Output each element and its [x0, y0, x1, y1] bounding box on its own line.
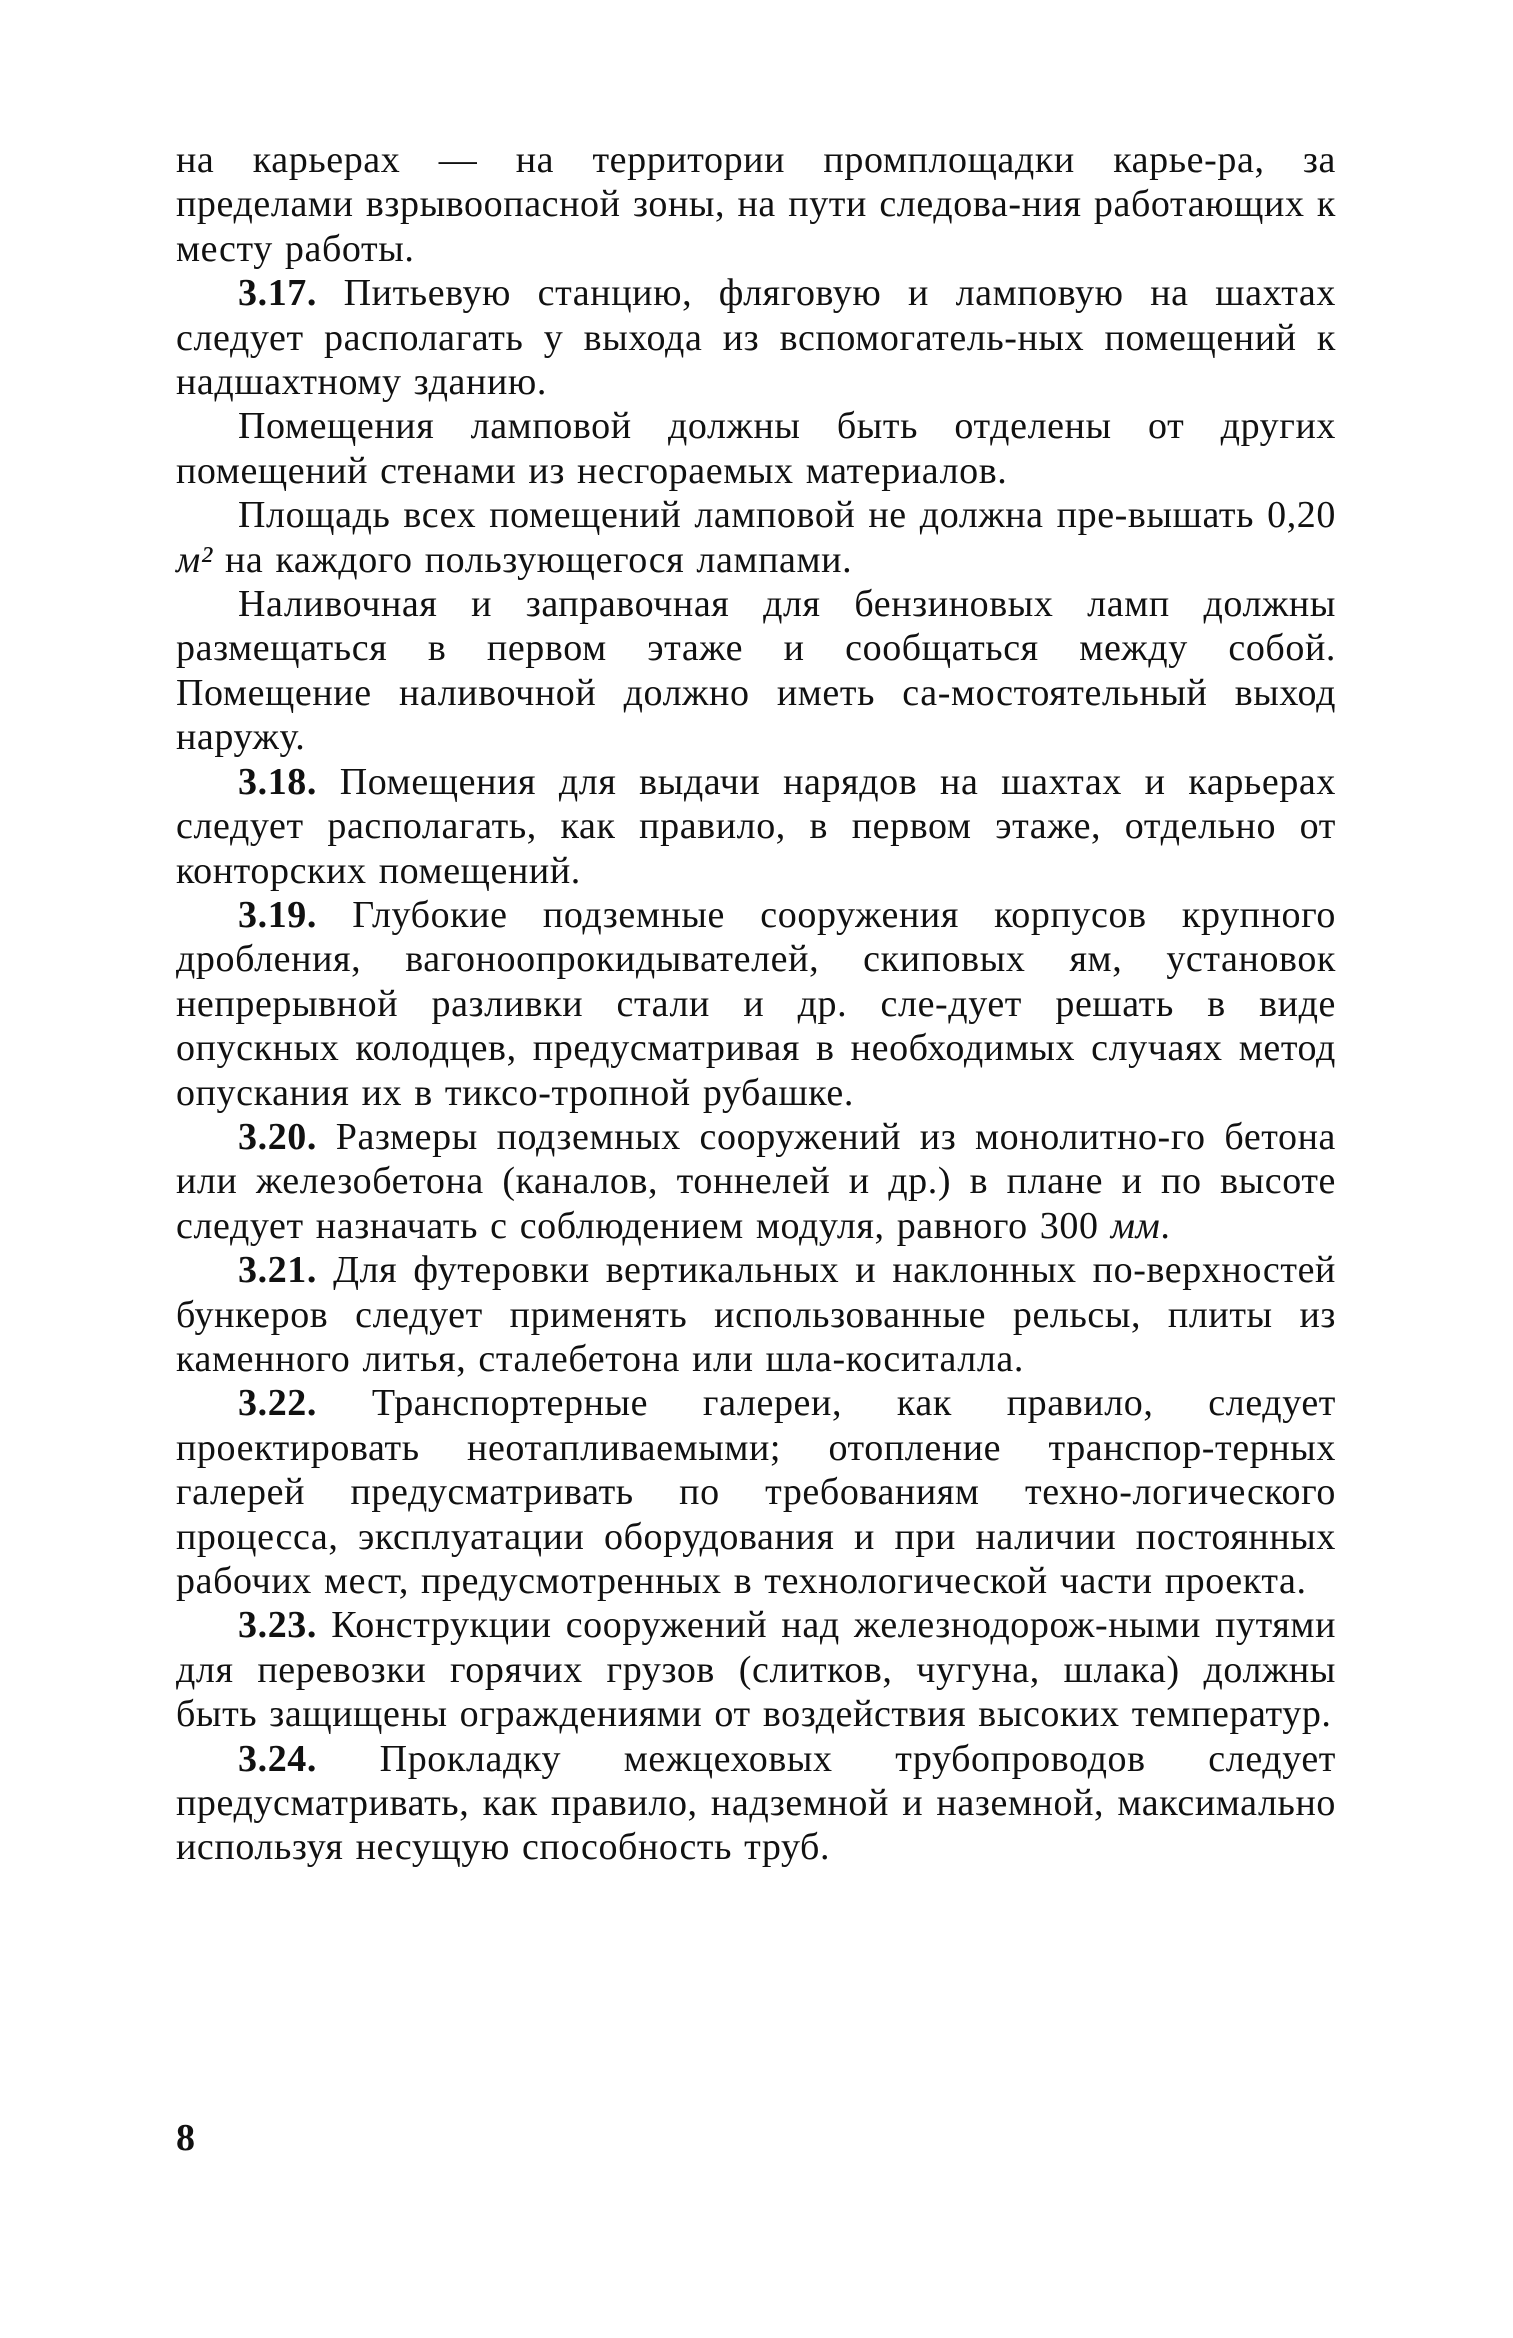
- clause-number: 3.18.: [238, 760, 317, 803]
- clause-number: 3.24.: [238, 1737, 317, 1780]
- clause-number: 3.22.: [238, 1382, 317, 1425]
- paragraph-text: Размеры подземных сооружений из монолитно-го бетона или железобетона (каналов, тоннелей и др.) в плане и по высоте следует назначать с соблюдением модуля, равного 300: [176, 1115, 1336, 1247]
- paragraph-text-tail: на каждого пользующегося лампами.: [212, 538, 853, 581]
- unit-square-meter: м²: [176, 538, 213, 581]
- paragraph-3-17: [176, 271, 1336, 404]
- page-number: 8: [176, 2117, 195, 2159]
- paragraph-continuation: [176, 138, 1336, 271]
- clause-number: 3.23.: [238, 1604, 317, 1647]
- paragraph-text: Питьевую станцию, фляговую и ламповую на шахтах следует располагать у выхода из вспомогатель-ных помещений к надшахтному зданию.: [176, 272, 1336, 404]
- paragraph-text: Помещения для выдачи нарядов на шахтах и карьерах следует располагать, как правило, в первом этаже, отдельно от конторских помещений.: [176, 760, 1336, 892]
- paragraph-3-19: [176, 893, 1336, 1115]
- paragraph-text: Помещения ламповой должны быть отделены от других помещений стенами из несгораемых материалов.: [176, 405, 1336, 492]
- paragraph-3-22: [176, 1381, 1336, 1603]
- clause-number: 3.21.: [238, 1249, 317, 1292]
- paragraph-3-23: [176, 1603, 1336, 1736]
- paragraph-3-18: [176, 760, 1336, 893]
- clause-number: 3.20.: [238, 1115, 317, 1158]
- paragraph-3-21: [176, 1248, 1336, 1381]
- paragraph-text: Глубокие подземные сооружения корпусов крупного дробления, вагоноопрокидывателей, скиповых ям, установок непрерывной разливки стали и др. сле-дует решать в виде опускных колодцев, предусматривая в необходимых случаях метод опускания их в тиксо-тропной рубашке.: [176, 893, 1336, 1114]
- paragraph-text: Площадь всех помещений ламповой не должна пре-вышать 0,20: [238, 494, 1336, 537]
- paragraph-3-24: [176, 1737, 1336, 1870]
- paragraph-text: Для футеровки вертикальных и наклонных по-верхностей бункеров следует применять использованные рельсы, плиты из каменного литья, сталебетона или шла-коситалла.: [176, 1249, 1336, 1380]
- clause-number: 3.17.: [238, 272, 317, 315]
- paragraph-text: Наливочная и заправочная для бензиновых ламп должны размещаться в первом этаже и сообщаться между собой. Помещение наливочной должно иметь са-мостоятельный выход наружу.: [176, 583, 1336, 759]
- paragraph-text: Транспортерные галереи, как правило, следует проектировать неотапливаемыми; отопление транспор-терных галерей предусматривать по требованиям техно-логического процесса, эксплуатации оборудования и при наличии постоянных рабочих мест, предусмотренных в технологической части проекта.: [176, 1382, 1336, 1602]
- paragraph-lamp-room-area: [176, 493, 1336, 582]
- paragraph-filling-rooms: [176, 582, 1336, 760]
- paragraph-3-20: [176, 1115, 1336, 1248]
- paragraph-text-tail: .: [1160, 1204, 1171, 1247]
- paragraph-text: на карьерах — на территории промплощадки карье-ра, за пределами взрывоопасной зоны, на пути следова-ния работающих к месту работы.: [176, 139, 1336, 270]
- clause-number: 3.19.: [238, 893, 317, 936]
- paragraph-lamp-room-walls: [176, 404, 1336, 493]
- body-text: [176, 138, 1336, 1870]
- paragraph-text: Конструкции сооружений над железнодорож-ными путями для перевозки горячих грузов (слитков, чугуна, шлака) должны быть защищены ограждениями от воздействия высоких температур.: [176, 1604, 1336, 1736]
- paragraph-text: Прокладку межцеховых трубопроводов следует предусматривать, как правило, надземной и наземной, максимально используя несущую способность труб.: [176, 1737, 1336, 1869]
- unit-millimeter: мм: [1110, 1204, 1161, 1247]
